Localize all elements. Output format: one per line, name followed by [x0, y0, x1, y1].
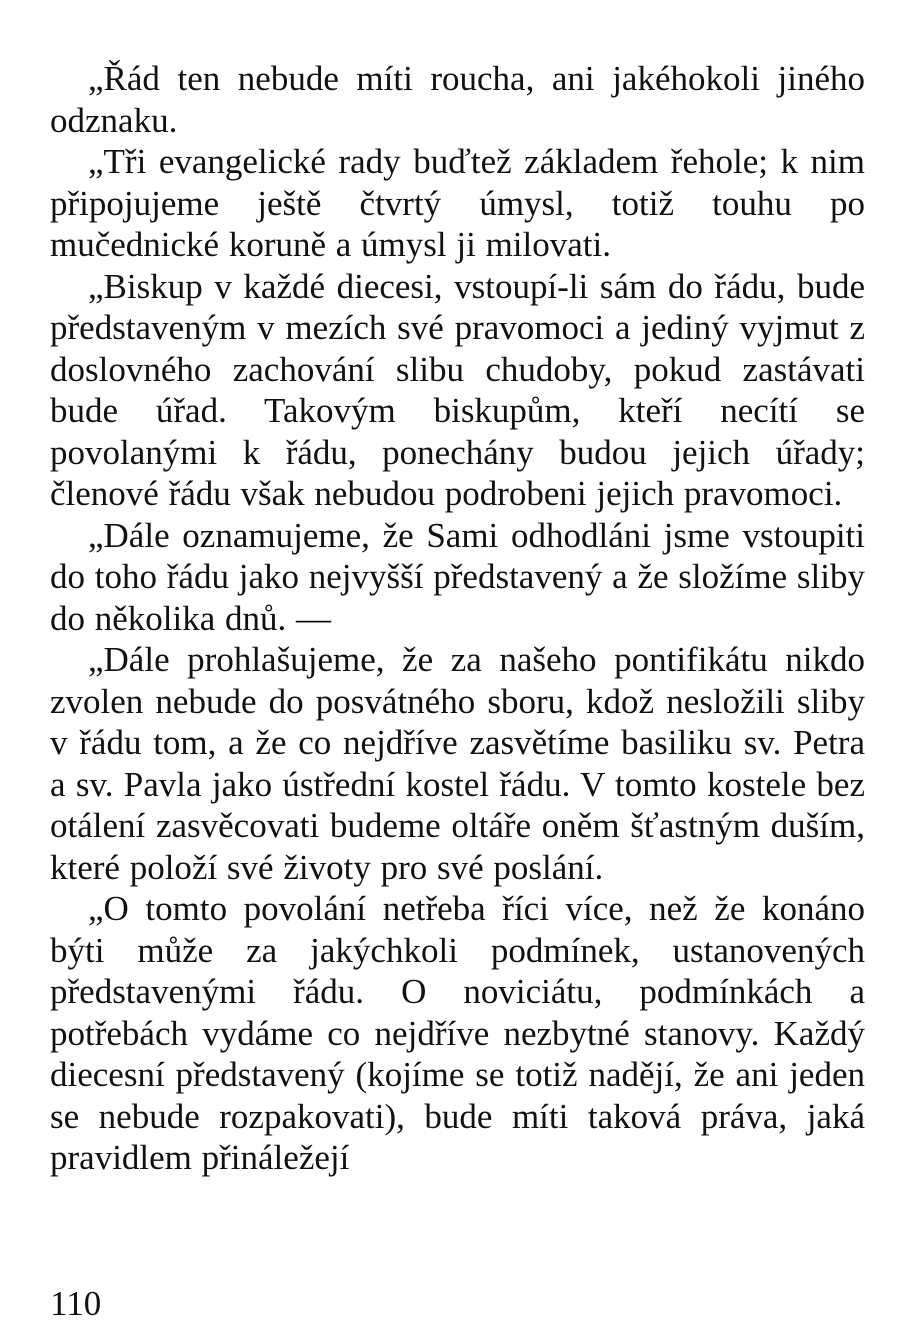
paragraph-4: „Dále oznamujeme, že Sami odhodláni jsme vstoupiti do toho řádu jako nejvyšší představený a že složíme sliby do několika dnů. —	[50, 515, 865, 638]
paragraph-3: „Biskup v každé diecesi, vstoupí-li sám do řádu, bude představeným v mezích své pravomoci a jediný vyjmut z doslovného zachování slibu chudoby, pokud zastávati bude úřad. Takovým biskupům, kteří necítí se povolanými k řádu, ponechány budou jejich úřady; členové řádu však nebudou podrobeni jejich pravomoci.	[50, 266, 865, 513]
page-body	[50, 58, 865, 1179]
page-number: 110	[50, 1284, 102, 1323]
paragraph-6: „O tomto povolání netřeba říci více, než že konáno býti může za jakýchkoli podmínek, ustanovených představenými řádu. O noviciátu, podmínkách a potřebách vydáme co nejdříve nezbytné stanovy. Každý diecesní představený (kojíme se totiž nadějí, že ani jeden se nebude rozpakovati), bude míti taková práva, jaká pravidlem přináležejí	[50, 889, 865, 1177]
paragraph-1: „Řád ten nebude míti roucha, ani jakéhokoli jiného odznaku.	[50, 59, 865, 140]
paragraph-5: „Dále prohlašujeme, že za našeho pontifikátu nikdo zvolen nebude do posvátného sboru, kdož nesložili sliby v řádu tom, a že co nejdříve zasvětíme basiliku sv. Petra a sv. Pavla jako ústřední kostel řádu. V tomto kostele bez otálení zasvěcovati budeme oltáře oněm šťastným duším, které položí své životy pro své poslání.	[50, 640, 865, 887]
paragraph-2: „Tři evangelické rady buďtež základem řehole; k nim připojujeme ještě čtvrtý úmysl, totiž touhu po mučednické koruně a úmysl ji milovati.	[50, 142, 865, 264]
